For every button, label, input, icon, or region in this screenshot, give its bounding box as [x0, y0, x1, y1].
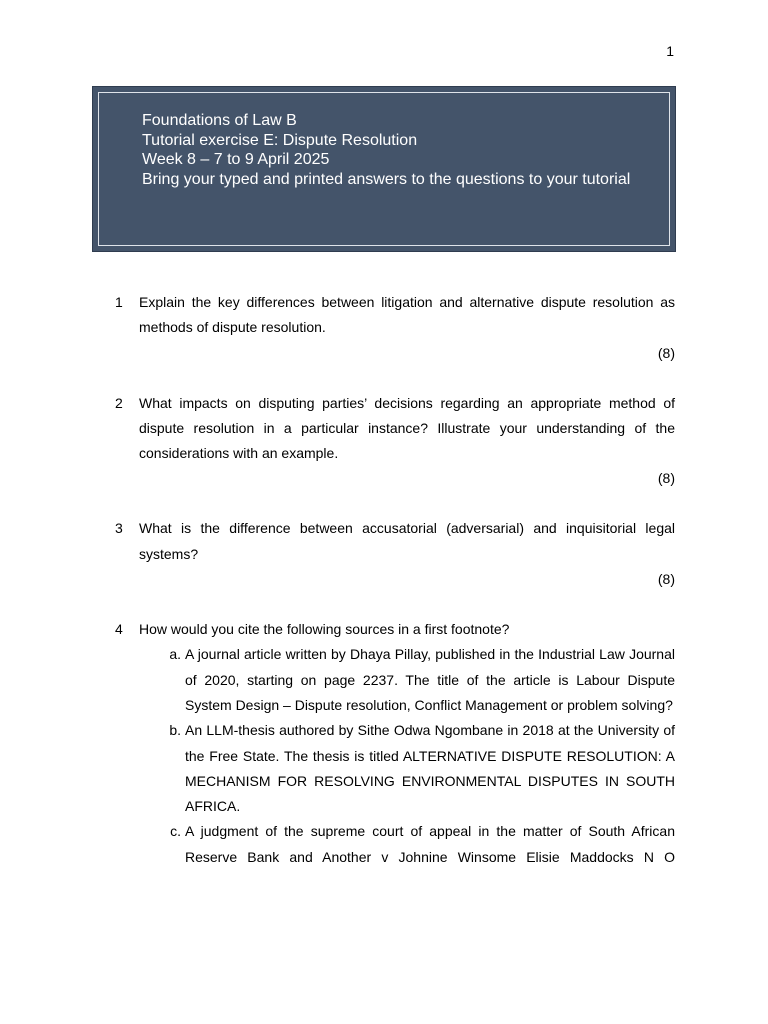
week-dates: Week 8 – 7 to 9 April 2025 [142, 151, 330, 169]
sub-question-letter: a. [169, 646, 181, 663]
question-number: 1 [115, 294, 123, 310]
title-box [93, 87, 675, 251]
spacer [115, 366, 675, 391]
course-title: Foundations of Law B [142, 112, 297, 129]
question-list [115, 290, 675, 870]
sub-question-text: An LLM-thesis authored by Sithe Odwa Ngombane in 2018 at the University of the Free State. The thesis is titled ALTERNATIVE DISPUTE RESOLUTION: A MECHANISM FOR RESOLVING ENVIRONMENTAL DISPUTES IN SOUTH AFRICA. [185, 722, 675, 815]
spacer [115, 491, 675, 516]
question-text: How would you cite the following sources in a first footnote? [139, 621, 510, 638]
question-1 [115, 290, 675, 366]
sub-question-letter: b. [169, 722, 181, 739]
question-text: What is the difference between accusatorial (adversarial) and inquisitorial legal systems? [139, 520, 675, 562]
question-marks: (8) [657, 571, 675, 588]
sub-question-a [169, 642, 675, 718]
question-number: 3 [115, 520, 123, 537]
question-marks: (8) [657, 470, 675, 487]
title-lines [142, 111, 642, 189]
sub-question-c [170, 819, 675, 870]
page-number: 1 [666, 43, 674, 59]
sub-question-text: A judgment of the supreme court of appeal in the matter of South African Reserve Bank and Another v Johnine Winsome Elisie Maddocks N O [185, 823, 675, 865]
question-2 [115, 391, 675, 492]
question-number: 4 [115, 621, 123, 638]
question-4 [115, 617, 675, 870]
exercise-title: Tutorial exercise E: Dispute Resolution [142, 131, 418, 149]
spacer [115, 592, 675, 617]
sub-question-text: A journal article written by Dhaya Pillay, published in the Industrial Law Journal of 2020, starting on page 2237. The title of the article is Labour Dispute System Design – Dispute resolution, Conflict Management or problem solving? [185, 646, 675, 713]
submission-instruction: Bring your typed and printed answers to the questions to your tutorial [142, 170, 631, 188]
sub-question-letter: c. [170, 823, 181, 840]
sub-question-list [169, 642, 675, 870]
question-3 [115, 516, 675, 592]
question-text: What impacts on disputing parties’ decisions regarding an appropriate method of dispute resolution in a particular instance? Illustrate your understanding of the considerations with an example. [139, 394, 675, 462]
question-marks: (8) [657, 344, 675, 361]
sub-question-b [169, 718, 675, 819]
question-text: Explain the key differences between litigation and alternative dispute resolution as methods of dispute resolution. [139, 294, 675, 336]
question-number: 2 [115, 394, 123, 411]
